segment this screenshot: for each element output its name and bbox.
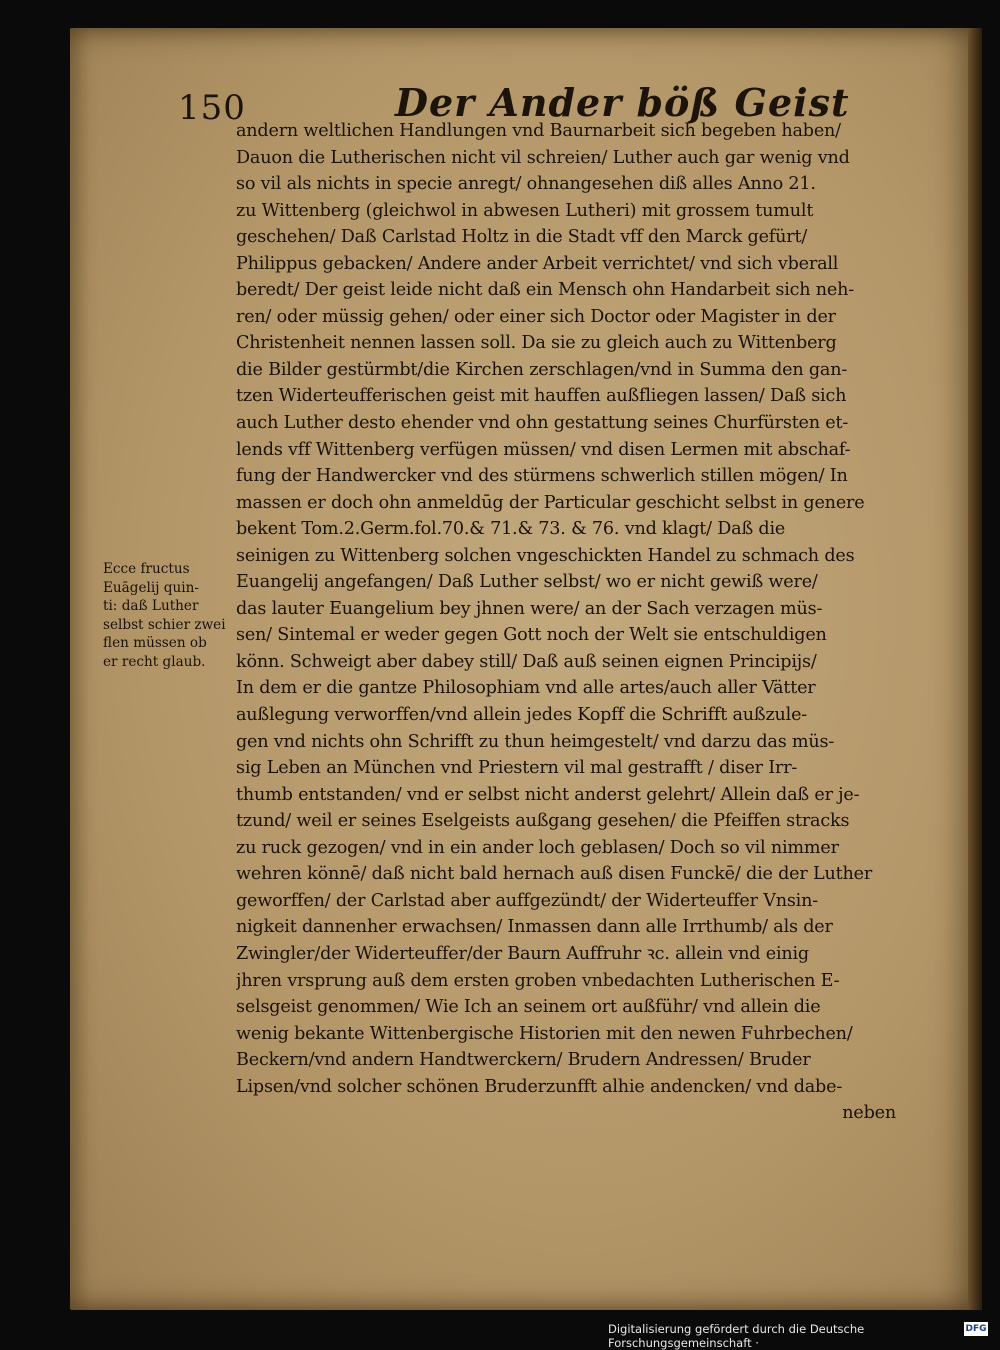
text-line: seinigen zu Wittenberg solchen vngeschickten Handel zu schmach des bbox=[236, 545, 855, 566]
marginal-note-line: Ecce fructus bbox=[103, 561, 190, 577]
text-line: gen vnd nichts ohn Schrifft zu thun heimgestelt/ vnd darzu das müs- bbox=[236, 731, 835, 752]
text-line: fung der Handwercker vnd des stürmens schwerlich stillen mögen/ In bbox=[236, 466, 848, 487]
text-line: lends vff Wittenberg verfügen müssen/ vnd disen Lermen mit abschaf- bbox=[236, 439, 851, 460]
text-line: sig Leben an München vnd Priestern vil mal gestrafft / diser Irr- bbox=[236, 758, 798, 779]
page-number: 150 bbox=[178, 88, 246, 128]
text-line: wehren könnē/ daß nicht bald hernach auß disen Funckē/ die der Luther bbox=[236, 864, 873, 885]
running-title: Der Ander böß Geist bbox=[395, 80, 850, 125]
text-line: Philippus gebacken/ Andere ander Arbeit verrichtet/ vnd sich vberall bbox=[236, 253, 839, 274]
text-line: nigkeit dannenher erwachsen/ Inmassen dann alle Irrthumb/ als der bbox=[236, 917, 833, 938]
text-line: könn. Schweigt aber dabey still/ Daß auß seinen eignen Principijs/ bbox=[236, 651, 817, 672]
marginal-note bbox=[103, 560, 241, 672]
page-edge-shadow bbox=[968, 28, 982, 1310]
marginal-note-line: ti: daß Luther bbox=[103, 598, 199, 615]
text-line: Lipsen/vnd solcher schönen Bruderzunfft alhie andencken/ vnd dabe- bbox=[236, 1076, 843, 1097]
marginal-note-line: er recht glaub. bbox=[103, 653, 206, 670]
text-line: massen er doch ohn anmeldūg der Particular geschicht selbst in genere bbox=[236, 492, 865, 513]
catchword: neben bbox=[842, 1103, 896, 1124]
text-line: wenig bekante Wittenbergische Historien mit den newen Fuhrbechen/ bbox=[236, 1023, 853, 1044]
text-line: zu ruck gezogen/ vnd in ein ander loch geblasen/ Doch so vil nimmer bbox=[236, 837, 839, 858]
text-line: geworffen/ der Carlstad aber auffgezündt/ der Widerteuffer Vnsin- bbox=[236, 890, 818, 911]
marginal-note-line: flen müssen ob bbox=[103, 635, 207, 652]
text-line: zu Wittenberg (gleichwol in abwesen Lutheri) mit grossem tumult bbox=[236, 200, 814, 221]
text-line: außlegung verworffen/vnd allein jedes Kopff die Schrifft außzule- bbox=[236, 705, 808, 726]
text-line: Zwingler/der Widerteuffer/der Baurn Auffruhr ꝛc. allein vnd einig bbox=[236, 943, 809, 964]
marginal-note-line: Euāgelij quin- bbox=[103, 579, 199, 596]
text-line: Euangelij angefangen/ Daß Luther selbst/ wo er nicht gewiß were/ bbox=[236, 572, 818, 593]
text-line: Beckern/vnd andern Handtwerckern/ Brudern Andressen/ Bruder bbox=[236, 1050, 811, 1071]
text-line: Dauon die Lutherischen nicht vil schreien/ Luther auch gar wenig vnd bbox=[236, 147, 850, 168]
marginal-note-line: selbst schier zwei bbox=[103, 616, 226, 633]
text-line: sen/ Sintemal er weder gegen Gott noch der Welt sie entschuldigen bbox=[236, 625, 827, 646]
text-line: tzund/ weil er seines Eselgeists außgang gesehen/ die Pfeiffen stracks bbox=[236, 811, 850, 832]
dfg-logo: DFG bbox=[965, 1324, 987, 1334]
text-line: ren/ oder müssig gehen/ oder einer sich Doctor oder Magister in der bbox=[236, 306, 836, 327]
text-line: geschehen/ Daß Carlstad Holtz in die Stadt vff den Marck gefürt/ bbox=[236, 227, 808, 248]
text-line: In dem er die gantze Philosophiam vnd alle artes/auch aller Vätter bbox=[236, 678, 816, 699]
body-text bbox=[236, 118, 896, 1127]
text-line: beredt/ Der geist leide nicht daß ein Mensch ohn Handarbeit sich neh- bbox=[236, 280, 855, 301]
text-line: tzen Widerteufferischen geist mit hauffen außfliegen lassen/ Daß sich bbox=[236, 386, 847, 407]
text-line: bekent Tom.2.Germ.fol.70.& 71.& 73. & 76. vnd klagt/ Daß die bbox=[236, 519, 786, 540]
text-line: die Bilder gestürmbt/die Kirchen zerschlagen/vnd in Summa den gan- bbox=[236, 359, 848, 380]
text-line: jhren vrsprung auß dem ersten groben vnbedachten Lutherischen E- bbox=[236, 970, 840, 991]
text-line: thumb entstanden/ vnd er selbst nicht anderst gelehrt/ Allein daß er je- bbox=[236, 784, 860, 805]
text-line: andern weltlichen Handlungen vnd Baurnarbeit sich begeben haben/ bbox=[236, 121, 841, 141]
text-line: auch Luther desto ehender vnd ohn gestattung seines Churfürsten et- bbox=[236, 413, 849, 434]
text-line: selsgeist genommen/ Wie Ich an seinem ort außführ/ vnd allein die bbox=[236, 997, 821, 1018]
funding-credit: Digitalisierung gefördert durch die Deutsche Forschungsgemeinschaft · bbox=[608, 1322, 865, 1350]
text-line: so vil als nichts in specie anregt/ ohnangesehen diß alles Anno 21. bbox=[236, 174, 816, 195]
text-line: das lauter Euangelium bey jhnen were/ an der Sach verzagen müs- bbox=[236, 598, 823, 619]
text-line: Christenheit nennen lassen soll. Da sie zu gleich auch zu Wittenberg bbox=[236, 333, 837, 354]
